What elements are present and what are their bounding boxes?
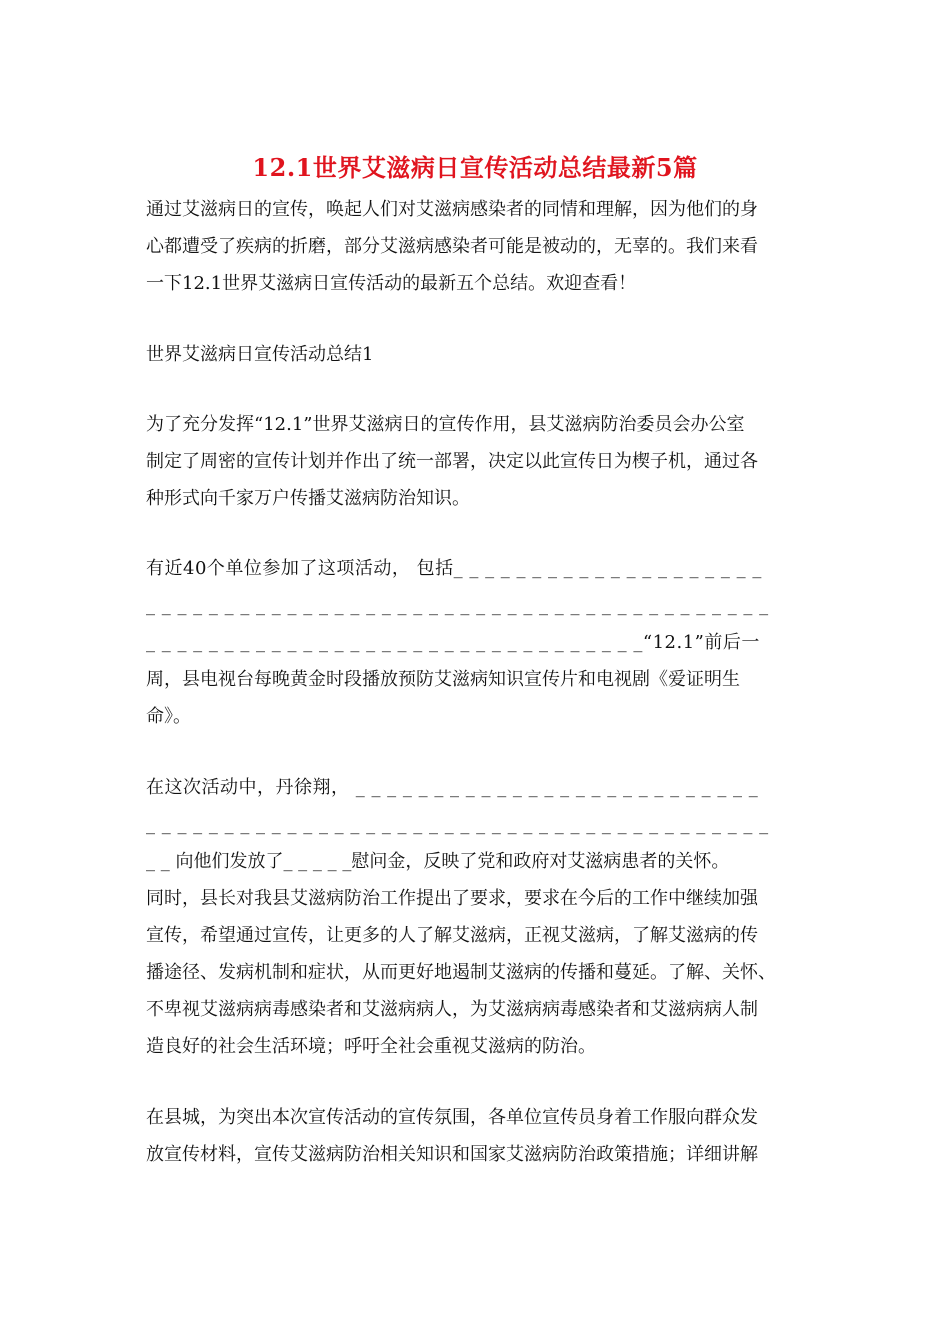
paragraph-3-line-8: 造良好的社会生活环境；呼吁全社会重视艾滋病的防治。	[146, 1036, 596, 1057]
paragraph-3-line-2: _ _ _ _ _ _ _ _ _ _ _ _ _ _ _ _ _ _ _ _ _ _ _ _ _ _ _ _ _ _ _ _ _ _ _ _ _ _ _ _	[146, 814, 769, 835]
intro-line-1: 通过艾滋病日的宣传，唤起人们对艾滋病感染者的同情和理解，因为他们的身	[146, 199, 758, 220]
paragraph-3-line-5: 宣传，希望通过宣传，让更多的人了解艾滋病，正视艾滋病，了解艾滋病的传	[146, 925, 758, 946]
paragraph-2-line-4: 周，县电视台每晚黄金时段播放预防艾滋病知识宣传片和电视剧《爱证明生	[146, 669, 740, 690]
paragraph-3-line-4: 同时，县长对我县艾滋病防治工作提出了要求，要求在今后的工作中继续加强	[146, 888, 758, 909]
intro-line-2: 心都遭受了疾病的折磨，部分艾滋病感染者可能是被动的，无辜的。我们来看	[146, 236, 758, 257]
paragraph-2-line-3: _ _ _ _ _ _ _ _ _ _ _ _ _ _ _ _ _ _ _ _ _ _ _ _ _ _ _ _ _ _ _ _“12.1”前后一	[146, 632, 760, 653]
paragraph-1-line-3: 种形式向千家万户传播艾滋病防治知识。	[146, 488, 470, 509]
paragraph-1-line-2: 制定了周密的宣传计划并作出了统一部署，决定以此宣传日为楔子机，通过各	[146, 451, 758, 472]
intro-line-3: 一下12.1世界艾滋病日宣传活动的最新五个总结。欢迎查看！	[146, 273, 637, 294]
paragraph-3-line-1: 在这次活动中，丹徐翔， _ _ _ _ _ _ _ _ _ _ _ _ _ _ _ _ _ _ _ _ _ _ _ _ _ _	[146, 777, 759, 798]
paragraph-3-line-3: _ _ 向他们发放了_ _ _ _ _慰问金，反映了党和政府对艾滋病患者的关怀。	[146, 851, 730, 872]
paragraph-4-line-2: 放宣传材料，宣传艾滋病防治相关知识和国家艾滋病防治政策措施；详细讲解	[146, 1144, 758, 1165]
document-title: 12.1世界艾滋病日宣传活动总结最新5篇	[252, 153, 698, 182]
paragraph-2-line-2: _ _ _ _ _ _ _ _ _ _ _ _ _ _ _ _ _ _ _ _ _ _ _ _ _ _ _ _ _ _ _ _ _ _ _ _ _ _ _ _	[146, 595, 769, 616]
section-heading: 世界艾滋病日宣传活动总结1	[146, 344, 374, 365]
paragraph-3-line-6: 播途径、发病机制和症状，从而更好地遏制艾滋病的传播和蔓延。了解、关怀、	[146, 962, 776, 983]
paragraph-4-line-1: 在县城，为突出本次宣传活动的宣传氛围，各单位宣传员身着工作服向群众发	[146, 1107, 758, 1128]
paragraph-2-line-5: 命》。	[146, 706, 191, 727]
paragraph-1-line-1: 为了充分发挥“12.1”世界艾滋病日的宣传作用，县艾滋病防治委员会办公室	[146, 414, 745, 435]
paragraph-2-line-1: 有近40个单位参加了这项活动， 包括_ _ _ _ _ _ _ _ _ _ _ _ _ _ _ _ _ _ _ _	[146, 558, 762, 579]
paragraph-3-line-7: 不卑视艾滋病病毒感染者和艾滋病病人，为艾滋病病毒感染者和艾滋病病人制	[146, 999, 758, 1020]
